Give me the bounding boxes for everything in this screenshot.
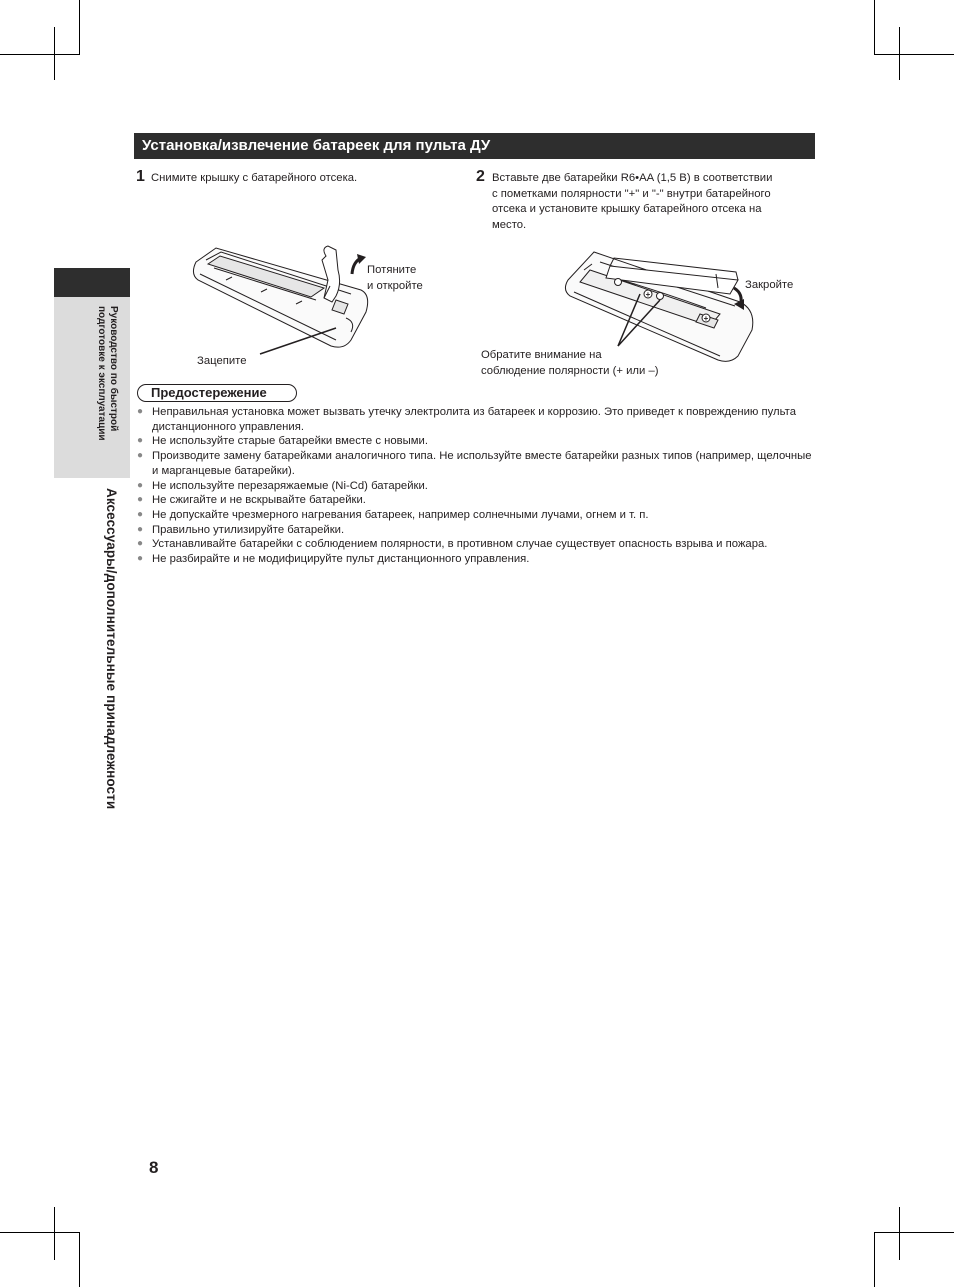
bullet-icon: ●	[137, 435, 144, 447]
bullet-icon: ●	[137, 523, 144, 535]
bullet-icon: ●	[137, 508, 144, 520]
caution-list	[137, 405, 817, 567]
close-callout: Закройте	[745, 279, 794, 291]
svg-text:+: +	[703, 314, 709, 323]
caution-item: ● Неправильная установка может вызвать утечку электролита из батареек и коррозию. Это приведет к повреждению пульта дистанционного управления.	[137, 406, 796, 433]
side-tab-marker	[54, 268, 130, 297]
page-number: 8	[149, 1158, 159, 1177]
bullet-icon: ●	[137, 450, 144, 462]
hook-callout: Зацепите	[197, 355, 247, 367]
bullet-icon: ●	[137, 494, 144, 506]
caution-item: ● Правильно утилизируйте батарейки.	[137, 523, 345, 536]
bullet-icon: ●	[137, 479, 144, 491]
remote-cover-removal-illustration	[186, 240, 436, 360]
caution-item: ● Не используйте старые батарейки вместе с новыми.	[137, 435, 428, 448]
caution-item: ● Не разбирайте и не модифицируйте пульт дистанционного управления.	[137, 553, 530, 566]
caution-item: ● Не допускайте чрезмерного нагревания батареек, например солнечными лучами, огнем и т. п.	[137, 508, 649, 521]
step-2-number: 2	[476, 168, 485, 185]
caution-item: ● Устанавливайте батарейки с соблюдением полярности, в противном случае существует опасность взрыва и пожара.	[137, 538, 768, 551]
caution-item: ● Производите замену батарейками аналогичного типа. Не используйте вместе батарейки разных типов (например, щелочные и марганцевые батарейки).	[137, 450, 812, 477]
caution-label: Предостережение	[137, 384, 297, 402]
pull-open-callout: Потяните и откройте	[367, 264, 423, 292]
bullet-icon: ●	[137, 538, 144, 550]
side-tab-guide-label: Руководство по быстрой подготовке к эксплуатации	[96, 306, 119, 441]
svg-text:+: +	[645, 290, 651, 299]
caution-item: ● Не используйте перезаряжаемые (Ni-Cd) батарейки.	[137, 479, 428, 492]
bullet-icon: ●	[137, 406, 144, 417]
side-tab-section-label: Аксессуары/дополнительные принадлежности	[104, 488, 119, 810]
polarity-callout: Обратите внимание на соблюдение полярности (+ или –)	[481, 349, 659, 377]
step-2-text: Вставьте две батарейки R6•AA (1,5 В) в соответствии с пометками полярности "+" и "-" внутри батарейного отсека и установите крышку батарейного отсека на место.	[492, 172, 773, 231]
section-title: Установка/извлечение батареек для пульта ДУ	[134, 133, 815, 159]
step-1-number: 1	[136, 168, 145, 185]
step-1-text: Снимите крышку с батарейного отсека.	[151, 172, 358, 184]
bullet-icon: ●	[137, 553, 144, 565]
caution-item: ● Не сжигайте и не вскрывайте батарейки.	[137, 494, 366, 507]
